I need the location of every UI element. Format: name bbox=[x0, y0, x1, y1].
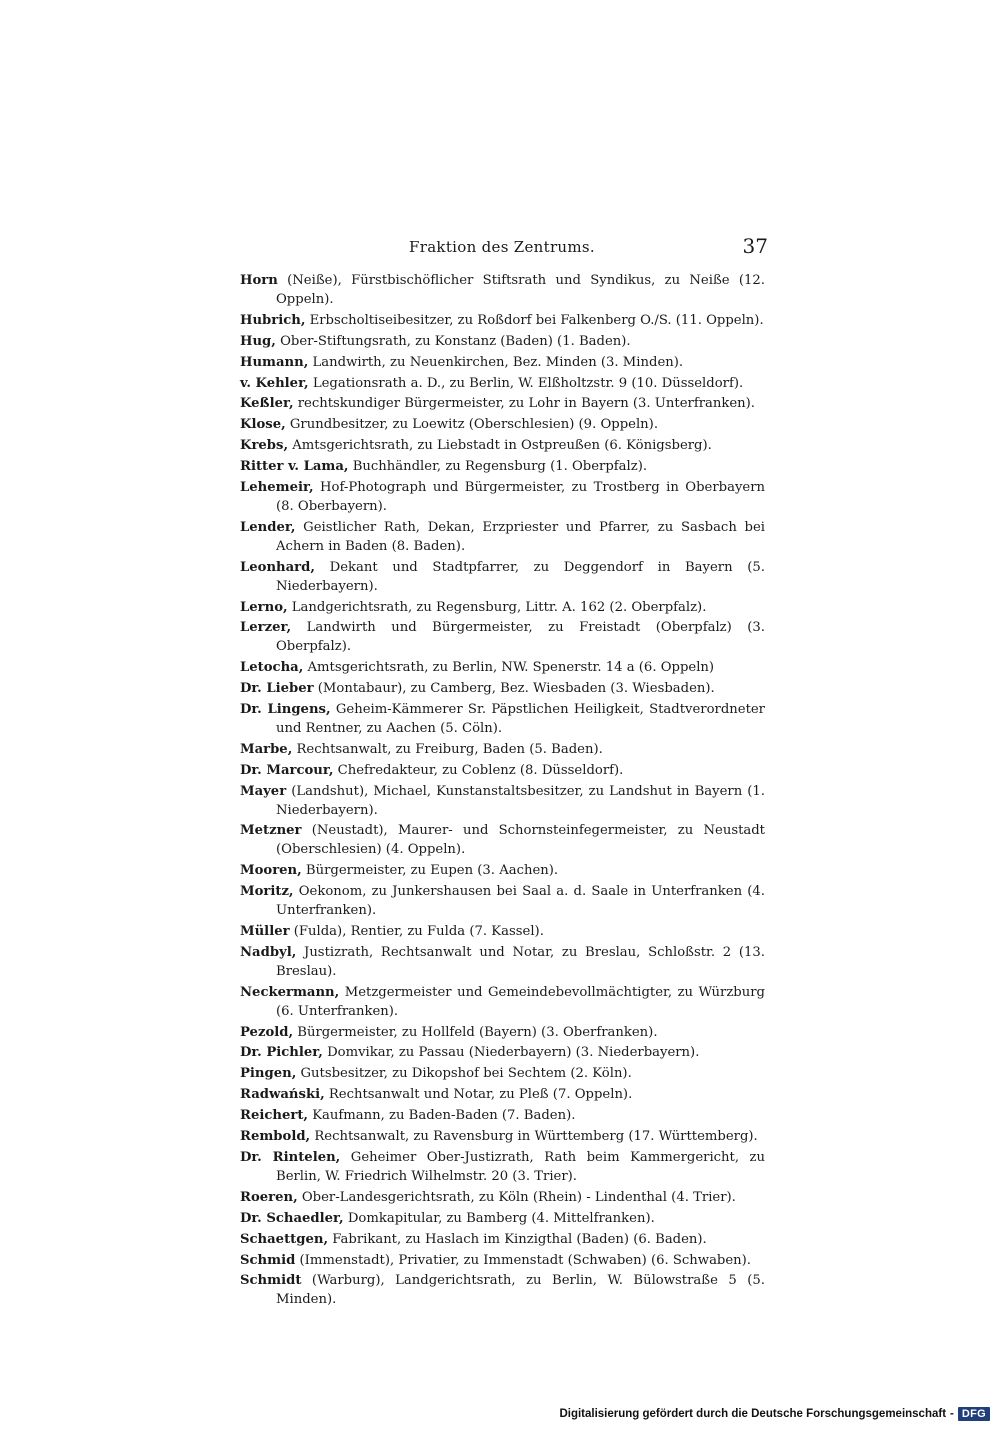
member-details: (Neiße), Fürstbischöflicher Stiftsrath und Syndikus, zu Neiße (12. Oppeln). bbox=[276, 273, 765, 307]
member-details: Domkapitular, zu Bamberg (4. Mittelfranken). bbox=[343, 1210, 655, 1226]
member-details: Amtsgerichtsrath, zu Liebstadt in Ostpreußen (6. Königsberg). bbox=[288, 438, 712, 454]
member-name: Leonhard, bbox=[240, 559, 315, 575]
list-item bbox=[240, 1107, 765, 1126]
list-item bbox=[240, 822, 765, 860]
member-details: Grundbesitzer, zu Loewitz (Oberschlesien) (9. Oppeln). bbox=[285, 417, 659, 433]
list-item bbox=[240, 354, 765, 373]
member-name: Metzner bbox=[240, 823, 302, 839]
member-details: Landgerichtsrath, zu Regensburg, Littr. A. 162 (2. Oberpfalz). bbox=[287, 599, 707, 615]
member-name: Lehemeir, bbox=[240, 480, 314, 496]
list-item bbox=[240, 1149, 765, 1187]
running-title: Fraktion des Zentrums. bbox=[409, 238, 595, 256]
member-name: Dr. Lingens, bbox=[240, 702, 331, 718]
member-details: Geheim-Kämmerer Sr. Päpstlichen Heiligkeit, Stadtverordneter und Rentner, zu Aachen (5. Cöln). bbox=[276, 702, 765, 736]
member-details: (Fulda), Rentier, zu Fulda (7. Kassel). bbox=[289, 924, 544, 939]
member-details: Kaufmann, zu Baden-Baden (7. Baden). bbox=[308, 1108, 576, 1124]
member-details: Legationsrath a. D., zu Berlin, W. Elßholtzstr. 9 (10. Düsseldorf). bbox=[308, 375, 744, 391]
member-details: Rechtsanwalt und Notar, zu Pleß (7. Oppeln). bbox=[324, 1087, 633, 1103]
member-name: Pingen, bbox=[240, 1066, 297, 1082]
member-details: (Landshut), Michael, Kunstanstaltsbesitzer, zu Landshut in Bayern (1. Niederbayern). bbox=[276, 783, 765, 818]
member-details: Bürgermeister, zu Eupen (3. Aachen). bbox=[301, 863, 559, 879]
list-item bbox=[240, 458, 765, 477]
member-details: (Immenstadt), Privatier, zu Immenstadt (Schwaben) (6. Schwaben). bbox=[295, 1252, 752, 1268]
member-details: Amtsgerichtsrath, zu Berlin, NW. Spenerstr. 14 a (6. Oppeln) bbox=[303, 660, 715, 676]
member-name: Hug, bbox=[240, 333, 276, 349]
member-details: (Montabaur), zu Camberg, Bez. Wiesbaden (3. Wiesbaden). bbox=[313, 681, 715, 697]
list-item bbox=[240, 1044, 765, 1063]
list-item bbox=[240, 416, 765, 435]
member-name: Nadbyl, bbox=[240, 944, 297, 960]
dfg-footer-separator: - bbox=[950, 1408, 954, 1420]
list-item bbox=[240, 701, 765, 739]
member-name: Lerno, bbox=[240, 599, 288, 615]
member-name: Ritter v. Lama, bbox=[240, 459, 349, 475]
list-item bbox=[240, 984, 765, 1022]
list-item bbox=[240, 1065, 765, 1084]
member-name: Krebs, bbox=[240, 438, 289, 454]
list-item bbox=[240, 599, 765, 618]
list-item bbox=[240, 519, 765, 557]
member-details: Erbscholtiseibesitzer, zu Roßdorf bei Falkenberg O./S. (11. Oppeln). bbox=[305, 312, 764, 328]
member-name: Dr. Schaedler, bbox=[240, 1210, 344, 1226]
member-name: Dr. Pichler, bbox=[240, 1045, 323, 1061]
list-item bbox=[240, 862, 765, 881]
list-item bbox=[240, 741, 765, 760]
list-item bbox=[240, 1189, 765, 1208]
member-details: Fabrikant, zu Haslach im Kinzigthal (Baden) (6. Baden). bbox=[328, 1231, 707, 1247]
member-details: Oekonom, zu Junkershausen bei Saal a. d. Saale in Unterfranken (4. Unterfranken). bbox=[276, 884, 765, 919]
list-item bbox=[240, 559, 765, 597]
list-item bbox=[240, 680, 765, 699]
list-item bbox=[240, 619, 765, 657]
member-name: Lerzer, bbox=[240, 620, 292, 636]
member-name: Dr. Marcour, bbox=[240, 762, 334, 778]
member-name: Horn bbox=[240, 273, 278, 288]
member-details: Chefredakteur, zu Coblenz (8. Düsseldorf). bbox=[333, 762, 624, 778]
page-number: 37 bbox=[742, 234, 768, 258]
list-item bbox=[240, 1128, 765, 1147]
member-name: Müller bbox=[240, 924, 290, 939]
member-details: Justizrath, Rechtsanwalt und Notar, zu Breslau, Schloßstr. 2 (13. Breslau). bbox=[276, 944, 765, 979]
member-name: Keßler, bbox=[240, 396, 294, 412]
list-item bbox=[240, 1231, 765, 1250]
member-name: Dr. Lieber bbox=[240, 681, 314, 697]
member-name: Marbe, bbox=[240, 741, 293, 757]
member-details: Geheimer Ober-Justizrath, Rath beim Kammergericht, zu Berlin, W. Friedrich Wilhelmstr. 20 (3. Trier). bbox=[276, 1149, 765, 1184]
member-details: Rechtsanwalt, zu Ravensburg in Württemberg (17. Württemberg). bbox=[310, 1129, 758, 1145]
member-name: Schmidt bbox=[240, 1273, 302, 1289]
list-item bbox=[240, 883, 765, 921]
dfg-footer bbox=[559, 1403, 990, 1425]
member-name: Hubrich, bbox=[240, 312, 306, 328]
list-item bbox=[240, 1024, 765, 1043]
member-name: Rembold, bbox=[240, 1129, 311, 1145]
member-name: Mooren, bbox=[240, 863, 302, 879]
member-name: Schaettgen, bbox=[240, 1231, 329, 1247]
list-item bbox=[240, 923, 765, 942]
member-details: Landwirth, zu Neuenkirchen, Bez. Minden (3. Minden). bbox=[308, 354, 684, 370]
list-item bbox=[240, 1086, 765, 1105]
member-details: Dekant und Stadtpfarrer, zu Deggendorf in Bayern (5. Niederbayern). bbox=[276, 559, 765, 594]
member-details: Hof-Photograph und Bürgermeister, zu Trostberg in Oberbayern (8. Oberbayern). bbox=[276, 480, 765, 514]
list-item bbox=[240, 944, 765, 982]
member-name: Lender, bbox=[240, 519, 296, 535]
list-item bbox=[240, 312, 765, 331]
member-name: Klose, bbox=[240, 417, 286, 433]
member-name: Radwański, bbox=[240, 1087, 325, 1103]
list-item bbox=[240, 479, 765, 517]
member-details: Metzgermeister und Gemeindebevollmächtigter, zu Würzburg (6. Unterfranken). bbox=[276, 984, 765, 1019]
list-item bbox=[240, 1210, 765, 1229]
member-name: Schmid bbox=[240, 1252, 296, 1268]
member-name: Moritz, bbox=[240, 884, 294, 900]
member-list bbox=[240, 272, 765, 1312]
member-details: rechtskundiger Bürgermeister, zu Lohr in Bayern (3. Unterfranken). bbox=[293, 396, 755, 412]
member-details: Gutsbesitzer, zu Dikopshof bei Sechtem (2. Köln). bbox=[296, 1066, 632, 1082]
member-details: (Neustadt), Maurer- und Schornsteinfegermeister, zu Neustadt (Oberschlesien) (4. Oppeln). bbox=[276, 823, 765, 858]
list-item bbox=[240, 783, 765, 821]
member-name: Dr. Rintelen, bbox=[240, 1149, 341, 1165]
member-details: Ober-Stiftungsrath, zu Konstanz (Baden) (1. Baden). bbox=[275, 333, 631, 349]
member-name: v. Kehler, bbox=[240, 375, 309, 391]
list-item bbox=[240, 762, 765, 781]
list-item bbox=[240, 437, 765, 456]
member-details: Geistlicher Rath, Dekan, Erzpriester und Pfarrer, zu Sasbach bei Achern in Baden (8. Baden). bbox=[276, 519, 765, 554]
member-name: Humann, bbox=[240, 354, 309, 370]
list-item bbox=[240, 1272, 765, 1310]
list-item bbox=[240, 333, 765, 352]
running-head bbox=[236, 234, 768, 264]
list-item bbox=[240, 272, 765, 310]
member-details: Landwirth und Bürgermeister, zu Freistadt (Oberpfalz) (3. Oberpfalz). bbox=[276, 620, 765, 655]
member-name: Roeren, bbox=[240, 1189, 298, 1205]
member-details: Domvikar, zu Passau (Niederbayern) (3. Niederbayern). bbox=[322, 1045, 700, 1061]
dfg-logo: DFG bbox=[958, 1407, 990, 1421]
member-name: Letocha, bbox=[240, 660, 304, 676]
list-item bbox=[240, 1252, 765, 1271]
member-name: Reichert, bbox=[240, 1108, 308, 1124]
member-name: Pezold, bbox=[240, 1024, 294, 1040]
dfg-footer-text: Digitalisierung gefördert durch die Deutsche Forschungsgemeinschaft bbox=[559, 1408, 947, 1420]
member-details: Ober-Landesgerichtsrath, zu Köln (Rhein) - Lindenthal (4. Trier). bbox=[297, 1189, 736, 1205]
list-item bbox=[240, 659, 765, 678]
list-item bbox=[240, 395, 765, 414]
list-item bbox=[240, 375, 765, 394]
member-name: Mayer bbox=[240, 783, 287, 799]
member-details: Rechtsanwalt, zu Freiburg, Baden (5. Baden). bbox=[292, 741, 603, 757]
member-name: Neckermann, bbox=[240, 984, 340, 1000]
member-details: Bürgermeister, zu Hollfeld (Bayern) (3. Oberfranken). bbox=[293, 1024, 658, 1040]
member-details: (Warburg), Landgerichtsrath, zu Berlin, W. Bülowstraße 5 (5. Minden). bbox=[276, 1273, 765, 1308]
member-details: Buchhändler, zu Regensburg (1. Oberpfalz). bbox=[348, 459, 648, 475]
